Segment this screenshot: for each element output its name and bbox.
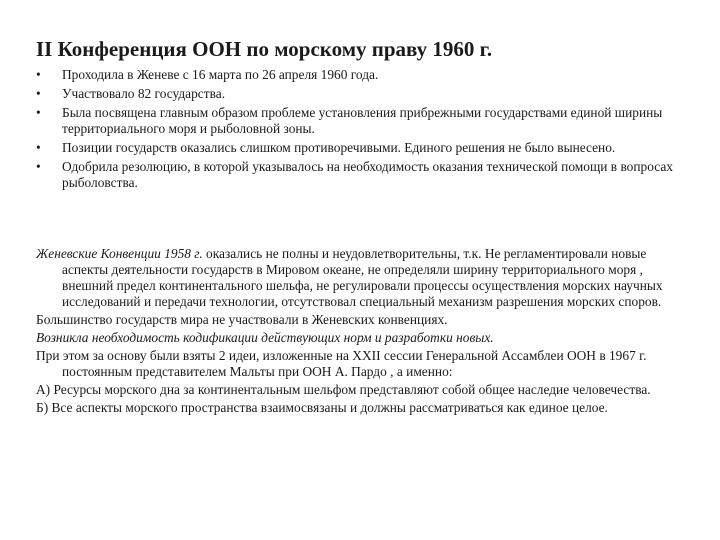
- bullet-item: [36, 105, 686, 137]
- bullet-dot-icon: •: [36, 67, 41, 82]
- idea-b-paragraph: Б) Все аспекты морского пространства взаимосвязаны и должны рассматриваться как единое целое.: [36, 400, 608, 415]
- body-text: [36, 246, 686, 418]
- bullet-item: [36, 67, 686, 83]
- bullet-dot-icon: •: [36, 140, 41, 155]
- geneva-conventions-label: Женевские Конвенции 1958 г.: [36, 246, 203, 261]
- majority-paragraph: Большинство государств мира не участвовали в Женевских конвенциях.: [36, 312, 448, 327]
- idea-a-paragraph: А) Ресурсы морского дна за континентальным шельфом представляют собой общее наследие человечества.: [36, 382, 651, 397]
- bullet-text: Участвовало 82 государства.: [62, 86, 226, 101]
- bullet-item: [36, 86, 686, 102]
- bullet-text: Была посвящена главным образом проблеме установления прибрежными государствами единой ширины территориального моря и рыболовной зоны.: [62, 105, 663, 136]
- bullet-item: [36, 159, 686, 191]
- codification-paragraph: Возникла необходимость кодификации действующих норм и разработки новых.: [36, 330, 494, 345]
- bullet-dot-icon: •: [36, 86, 41, 101]
- bullet-dot-icon: •: [36, 105, 41, 120]
- bullet-item: [36, 140, 686, 156]
- bullet-text: Одобрила резолюцию, в которой указывалось на необходимость оказания технической помощи в вопросах рыболовства.: [62, 159, 674, 190]
- bullet-dot-icon: •: [36, 159, 41, 174]
- geneva-conventions-text: оказались не полны и неудовлетворительны, т.к. Не регламентировали новые аспекты деятельности государств в Мировом океане, не определяли ширину территориального моря , внешний предел континентального шельфа, не регулировали процессы осуществления морских научных исследований и передачи технологии, отсутствовал специальный механизм разрешения морских споров.: [62, 246, 663, 309]
- bullet-list: [36, 67, 686, 194]
- geneva-paragraph: [36, 246, 686, 310]
- bullet-text: Проходила в Женеве с 16 марта по 26 апреля 1960 года.: [62, 67, 379, 82]
- bullet-text: Позиции государств оказались слишком противоречивыми. Единого решения не было вынесено.: [62, 140, 616, 155]
- basis-paragraph: При этом за основу были взяты 2 идеи, изложенные на XXII сессии Генеральной Ассамблеи ООН в 1967 г. постоянным представителем Мальты при ООН А. Пардо , а именно:: [36, 348, 647, 379]
- slide-title: II Конференция ООН по морскому праву 1960 г.: [36, 37, 493, 61]
